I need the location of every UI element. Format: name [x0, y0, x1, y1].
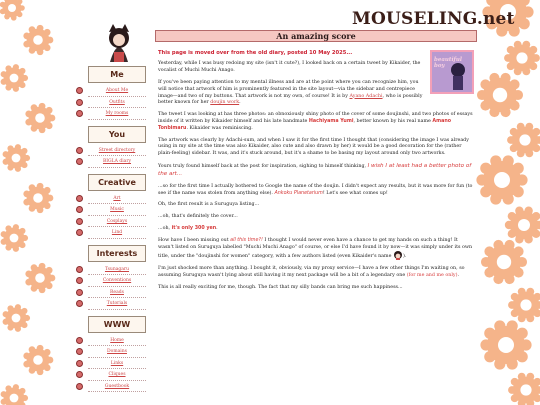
bullet-icon	[76, 371, 83, 378]
sidebar-heading-creative: Creative	[88, 174, 146, 191]
gear-shape	[23, 345, 53, 375]
sidebar-list-interests	[88, 264, 146, 310]
highlight-name: Amano Tonbimaru	[158, 118, 452, 131]
sidebar-heading-interests: Interests	[88, 245, 146, 262]
page-heading: An amazing score	[155, 30, 477, 42]
sidebar-list-www	[88, 335, 146, 393]
gear-shape	[23, 25, 53, 55]
gear-shape	[508, 288, 540, 322]
sidebar-link[interactable]: Domains	[88, 346, 146, 358]
bullet-icon	[76, 110, 83, 117]
highlight-title: Ankoku Planetarium	[274, 190, 323, 196]
kikaider-emoji-icon	[393, 251, 403, 260]
bullet-icon	[76, 300, 83, 307]
gear-shape	[476, 155, 527, 204]
paragraph: How have I been missing out all this time?! I thought I would never even have a chance to get my hands on such a thing! It wasn't listed on Suruguya labelled "Muchi Muchi Anago" of course, or else I'd have found it by now—it was simply under its own title, under the "doujinshi for women" category, with a few authors listed (even Kikaider's name ).	[158, 237, 473, 260]
sidebar-link[interactable]: Outfits	[88, 97, 146, 109]
paragraph: ...oh, it's only 300 yen.	[158, 226, 218, 231]
sidebar-list-creative	[88, 193, 146, 239]
paragraph: The tweet I was looking at has three photos: an obnoxiously shiny photo of the cover of some doujinshi, and two photos of essays inside of it written by Kikaider himself and his late bandmate Hachiyama Yumi, better known by his real name Amano Tonbimaru. Kikaider was reminiscing.	[158, 112, 473, 131]
sidebar	[88, 64, 146, 392]
site-title: MOUSELING.net	[352, 9, 515, 29]
moved-notice: This page is moved over from the old diary, posted 10 May 2025...	[158, 50, 353, 56]
sidebar-link[interactable]: Reads	[88, 287, 146, 299]
gear-shape	[1, 224, 28, 252]
gear-shape	[3, 144, 30, 172]
highlight-aside: (for me and me only)	[406, 272, 458, 278]
cover-text: beautiful boy	[434, 57, 462, 69]
gear-shape	[505, 207, 540, 244]
sidebar-link[interactable]: About Me	[88, 85, 146, 97]
mascot-icon	[100, 22, 138, 66]
gear-shape	[3, 304, 30, 332]
bullet-icon	[76, 218, 83, 225]
gear-shape	[480, 320, 531, 369]
bullet-icon	[76, 348, 83, 355]
gear-shape	[25, 263, 55, 293]
bullet-icon	[76, 229, 83, 236]
bullet-icon	[76, 206, 83, 213]
sidebar-link[interactable]: Street directory	[88, 145, 146, 157]
gear-decoration-left	[0, 0, 60, 405]
paragraph: Yours truly found himself back at the post for inspiration, sighing to himself thinking, I wish I at least had a better photo of the art...	[158, 162, 472, 177]
sidebar-list-me	[88, 85, 146, 120]
gear-shape	[477, 73, 523, 117]
sidebar-link[interactable]: My rooms	[88, 108, 146, 120]
bullet-icon	[76, 289, 83, 296]
highlight-name: Hachiyama Yumi	[308, 118, 354, 124]
bullet-icon	[76, 147, 83, 154]
sidebar-link[interactable]: Tsunagaru	[88, 264, 146, 276]
sidebar-link[interactable]: Conventions	[88, 275, 146, 287]
gear-shape	[23, 183, 53, 213]
gear-decoration-right	[470, 0, 540, 405]
bullet-icon	[76, 87, 83, 94]
bullet-icon	[76, 337, 83, 344]
sidebar-link[interactable]: Cosplays	[88, 216, 146, 228]
gear-shape	[1, 64, 28, 92]
highlight-exclaim: all this time?!	[230, 237, 263, 243]
doujin-work-link[interactable]: doujin work	[210, 100, 240, 106]
sidebar-list-you	[88, 145, 146, 168]
bullet-icon	[76, 383, 83, 390]
bullet-icon	[76, 266, 83, 273]
main-content	[155, 30, 477, 297]
paragraph: The artwork was clearly by Adachi-sum, and when I saw it for the first time I thought that (considering the image I was already using in my site at the time was also Kikaider, also cute and also drawn by her) it would be a good decoration for the (rather plain-feeling) sidebar. It was, and it's stuck around, but it's a shame to be basing my layout around only two artworks.	[158, 137, 469, 157]
gear-shape	[504, 41, 540, 75]
paragraph: If you've been paying attention to my mental illness and are at the point where you can recognize him, you will notice that artwork of him is prominently featured in the site layout—via the sidebar and centrepiece image—and two of my buttons. That artwork is not my own, of course! It is by Ayano Adachi, who is possibly better known for her doujin work.	[158, 79, 423, 106]
bullet-icon	[76, 195, 83, 202]
highlight-price: it's only 300 yen	[171, 226, 217, 231]
doujin-cover-image	[430, 50, 474, 94]
paragraph: ...oh, that's definitely the cover...	[158, 214, 238, 220]
paragraph: Yesterday, while I was busy redoing my site (isn't it cute?), I looked back on a certain tweet by Kikaider, the vocalist of Muchi Muchi Anago.	[158, 61, 421, 74]
gear-shape	[481, 240, 527, 284]
bullet-icon	[76, 158, 83, 165]
bullet-icon	[76, 360, 83, 367]
gear-shape	[25, 103, 55, 133]
sidebar-heading-www: WWW	[88, 316, 146, 333]
gear-shape	[1, 384, 28, 405]
gear-shape	[507, 123, 540, 157]
sidebar-link[interactable]: Tutorials	[88, 298, 146, 310]
paragraph: This is all really exciting for me, though. The fact that my silly bands can bring me such happiness...	[158, 284, 403, 290]
gear-shape	[508, 373, 540, 405]
sidebar-heading-you: You	[88, 126, 146, 143]
sidebar-link[interactable]: Links	[88, 358, 146, 370]
sidebar-link[interactable]: Home	[88, 335, 146, 347]
sidebar-link[interactable]: BIGLA diary	[88, 156, 146, 168]
sidebar-link[interactable]: Music	[88, 204, 146, 216]
sidebar-heading-me: Me	[88, 66, 146, 83]
article-body	[155, 50, 477, 292]
highlight-thought: I wish I at least had a better photo of the art...	[158, 162, 472, 177]
sidebar-link[interactable]: Cliques	[88, 369, 146, 381]
ayano-adachi-link[interactable]: Ayano Adachi	[349, 93, 383, 99]
bullet-icon	[76, 99, 83, 106]
sidebar-link[interactable]: Lind	[88, 227, 146, 239]
bullet-icon	[76, 277, 83, 284]
sidebar-link[interactable]: Guestbook	[88, 381, 146, 393]
paragraph: I'm just shocked more than anything. I bought it, obviously, via my proxy service—I have a few other things I'm waiting on, so assuming Suruguya wasn't lying about still having it my next package will be a bit of a legendary one (for me and me only).	[158, 266, 465, 278]
sidebar-link[interactable]: Art	[88, 193, 146, 205]
paragraph: Oh, the first result is a Suruguya listing...	[158, 202, 260, 208]
paragraph: ...so for the first time I actually bothered to Google the name of the doujin. I didn't expect any results, but it was more for fun (to see if the name was stolen from anything else). Ankoku Planetarium! Let's see what comes up!	[158, 183, 473, 196]
gear-shape	[0, 0, 25, 21]
